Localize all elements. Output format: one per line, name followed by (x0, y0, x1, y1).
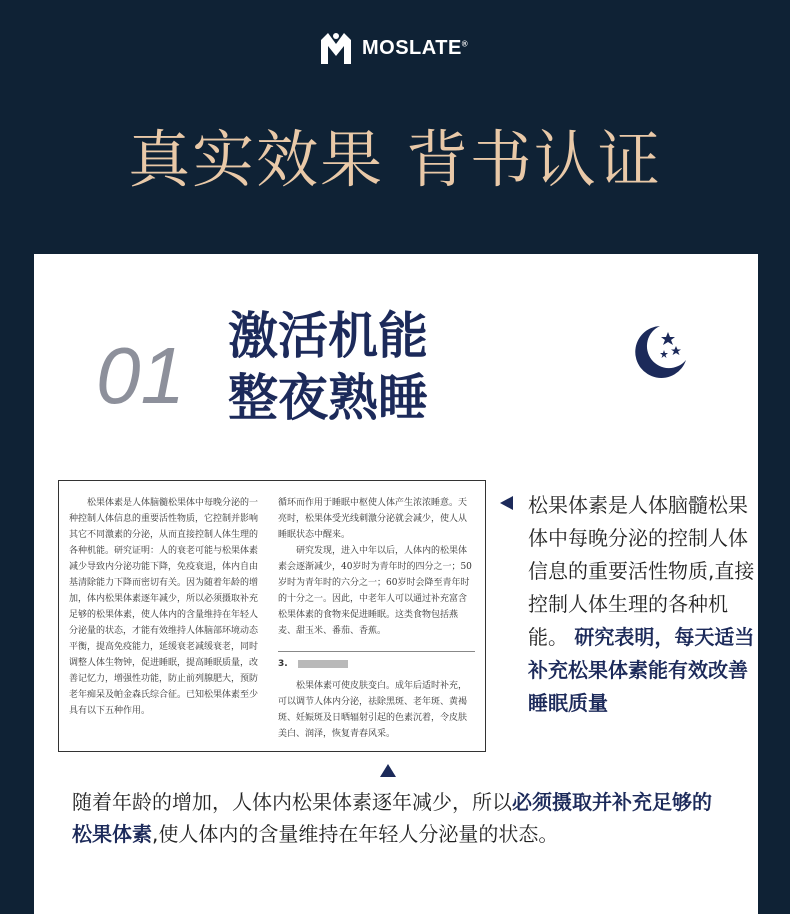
section-title: 激活机能 整夜熟睡 (228, 307, 428, 427)
side-text: 松果体素是人体脑髓松果体中每晚分泌的控制人体信息的重要活性物质,直接控制人体生理的各种机能。 (528, 493, 755, 649)
excerpt-section-3: 3. (278, 651, 475, 672)
moon-stars-icon (630, 322, 690, 382)
excerpt-column-left: 松果体素是人体脑髓松果体中每晚分泌的一种控制人体信息的重要活性物质，它控制并影响其它不同激素的分泌，从而直接控制人体生理的各种机能。研究证明：人的衰老可能与松果体素减少导致内分泌功能下降，免疫衰退，体内自由基清除能力下降而密切有关。因为随着年龄的增加，体内松果体素逐年减少，所以必须摄取补充足够的松果体素，使人体内的含量维持在年轻人分泌量的状态，才能有效维持人体脑部环境动态平衡，提高免疫能力，延缓衰老减缓衰老，同时调整人体生物钟，促进睡眠，提高睡眠质量，改善记忆力，增强性功能，防止前列腺肥大，预防老年痴呆及帕金森氏综合征。已知松果体素至少具有以下五种作用。 (69, 498, 259, 716)
side-description (528, 489, 760, 720)
headline: 真实效果 背书认证 (128, 123, 662, 196)
bottom-highlight: 必须摄取并补充足够的松果体素 (72, 790, 712, 846)
excerpt-column-right: 循环而作用于睡眠中枢使人体产生浓浓睡意。天亮时，松果体受光线刺激分泌就会减少，使人从睡眠状态中醒来。 研究发现，进入中年以后，人体内的松果体素会逐渐减少，40岁时为青年时的四分之一；50岁时为青年时的六分之一；60岁时会降至青年时的十分之一。因此，中老年人可以通过补充富含松果体素的食物来促进睡眠。这类食物包括燕麦、甜玉米、番茄、香蕉。 3. 松果体素可使皮肤变白。成年后适时补充，可以调节人体内分泌，祛除黑斑、老年斑、黄褐斑、妊娠斑及日晒辐射引起的色素沉着，令皮肤美白、润泽，恢复青春风采。 (278, 495, 475, 737)
brand-logo (318, 30, 468, 66)
bottom-description: 随着年龄的增加，人体内松果体素逐年减少，所以必须摄取并补充足够的松果体素,使人体内的含量维持在年轻人分泌量的状态。 (72, 790, 712, 846)
section-number: 01 (96, 331, 185, 420)
side-highlight: 研究表明，每天适当补充松果体素能有效改善睡眠质量 (528, 625, 755, 715)
brand-name: MOSLATE® (362, 36, 469, 59)
book-excerpt (58, 480, 486, 752)
moslate-logo-icon (318, 30, 354, 66)
arrow-up-icon (380, 764, 396, 777)
arrow-left-icon (500, 496, 513, 510)
